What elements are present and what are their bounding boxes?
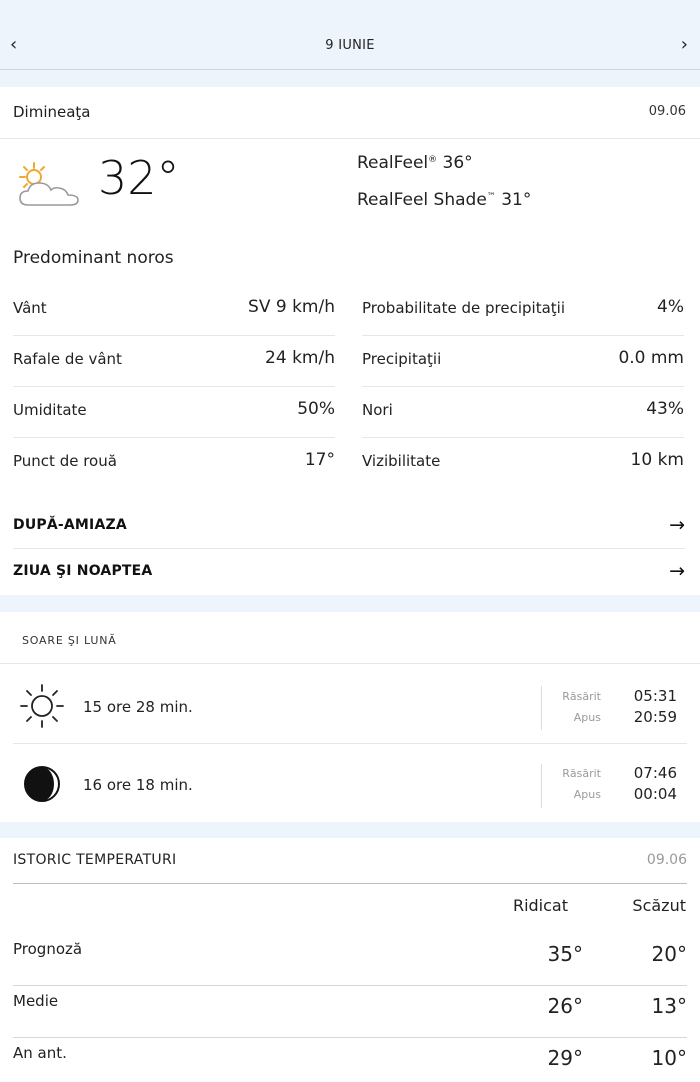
detail-label: Precipitaţii bbox=[362, 350, 442, 368]
divider bbox=[541, 764, 542, 808]
history-row-average bbox=[13, 986, 687, 1038]
detail-value: 0.0 mm bbox=[618, 348, 684, 368]
moon-duration: 16 ore 18 min. bbox=[83, 776, 193, 794]
moon-icon bbox=[19, 761, 65, 807]
date-navigation-bar bbox=[0, 0, 700, 70]
realfeel: RealFeel® 36° bbox=[357, 153, 473, 173]
history-high: 35° bbox=[547, 942, 583, 966]
temperature-value: 32° bbox=[98, 151, 180, 205]
details-right-column bbox=[362, 285, 684, 489]
detail-value: 17° bbox=[304, 450, 335, 470]
history-column-headers bbox=[0, 896, 700, 922]
history-label: Prognoză bbox=[13, 940, 83, 958]
column-high: Ridicat bbox=[512, 896, 568, 915]
detail-label: Vizibilitate bbox=[362, 452, 441, 470]
history-row-last-year bbox=[13, 1038, 687, 1082]
detail-label: Nori bbox=[362, 401, 393, 419]
detail-value: 10 km bbox=[630, 450, 684, 470]
detail-value: 4% bbox=[657, 297, 684, 317]
afternoon-link[interactable] bbox=[13, 503, 685, 549]
arrow-right-icon: → bbox=[669, 514, 685, 536]
arrow-right-icon: → bbox=[669, 560, 685, 582]
detail-row-wind bbox=[13, 285, 335, 336]
detail-row-visibility bbox=[362, 438, 684, 489]
detail-label: Punct de rouă bbox=[13, 452, 117, 470]
page-title: 9 IUNIE bbox=[325, 38, 375, 53]
afternoon-link-label: DUPĂ-AMIAZA bbox=[13, 517, 127, 533]
card-date: 09.06 bbox=[648, 104, 686, 119]
history-row-forecast bbox=[13, 934, 687, 986]
moonrise-time: 07:46 bbox=[633, 764, 677, 782]
detail-row-wind-gusts bbox=[13, 336, 335, 387]
detail-value: 50% bbox=[297, 399, 335, 419]
detail-label: Rafale de vânt bbox=[13, 350, 122, 368]
card-title: Dimineaţa bbox=[13, 103, 91, 121]
history-low: 20° bbox=[651, 942, 687, 966]
detail-label: Umiditate bbox=[13, 401, 87, 419]
history-high: 26° bbox=[547, 994, 583, 1018]
detail-label: Vânt bbox=[13, 299, 47, 317]
day-night-link[interactable] bbox=[13, 549, 685, 595]
sun-icon bbox=[19, 683, 65, 729]
card-title: ISTORIC TEMPERATURI bbox=[13, 852, 177, 868]
day-night-link-label: ZIUA ŞI NOAPTEA bbox=[13, 563, 153, 579]
current-conditions bbox=[0, 139, 700, 234]
detail-row-cloud-cover bbox=[362, 387, 684, 438]
morning-forecast-card bbox=[0, 87, 700, 595]
card-header bbox=[0, 87, 700, 139]
sunset-label: Apus bbox=[573, 711, 601, 724]
detail-value: 24 km/h bbox=[265, 348, 335, 368]
temperature-history-card bbox=[0, 838, 700, 1082]
daylight-duration: 15 ore 28 min. bbox=[83, 698, 193, 716]
details-left-column bbox=[13, 285, 335, 489]
chevron-right-icon[interactable]: › bbox=[680, 34, 688, 55]
moonset-time: 00:04 bbox=[633, 785, 677, 803]
column-low: Scăzut bbox=[632, 896, 686, 915]
history-low: 13° bbox=[651, 994, 687, 1018]
card-header bbox=[13, 838, 687, 884]
moon-row bbox=[13, 744, 687, 820]
sun-moon-card bbox=[0, 612, 700, 822]
weather-phrase: Predominant noros bbox=[13, 248, 174, 268]
sunset-time: 20:59 bbox=[633, 708, 677, 726]
detail-row-precipitation bbox=[362, 336, 684, 387]
card-title: SOARE ŞI LUNĂ bbox=[22, 634, 117, 647]
detail-row-humidity bbox=[13, 387, 335, 438]
moonset-label: Apus bbox=[573, 788, 601, 801]
history-high: 29° bbox=[547, 1046, 583, 1070]
history-label: Medie bbox=[13, 992, 59, 1010]
detail-row-dew-point bbox=[13, 438, 335, 489]
partly-sunny-icon bbox=[12, 159, 84, 215]
realfeel-shade: RealFeel Shade™ 31° bbox=[357, 190, 532, 210]
moonrise-label: Răsărit bbox=[562, 767, 601, 780]
divider bbox=[541, 686, 542, 730]
detail-row-precip-probability bbox=[362, 285, 684, 336]
history-low: 10° bbox=[651, 1046, 687, 1070]
card-header bbox=[0, 612, 700, 664]
history-label: An ant. bbox=[13, 1044, 67, 1062]
detail-value: SV 9 km/h bbox=[248, 297, 335, 317]
chevron-left-icon[interactable]: ‹ bbox=[10, 34, 18, 55]
sun-row bbox=[13, 666, 687, 744]
sunrise-time: 05:31 bbox=[633, 687, 677, 705]
detail-value: 43% bbox=[646, 399, 684, 419]
card-date: 09.06 bbox=[646, 852, 687, 868]
detail-label: Probabilitate de precipitaţii bbox=[362, 299, 565, 317]
sunrise-label: Răsărit bbox=[562, 690, 601, 703]
